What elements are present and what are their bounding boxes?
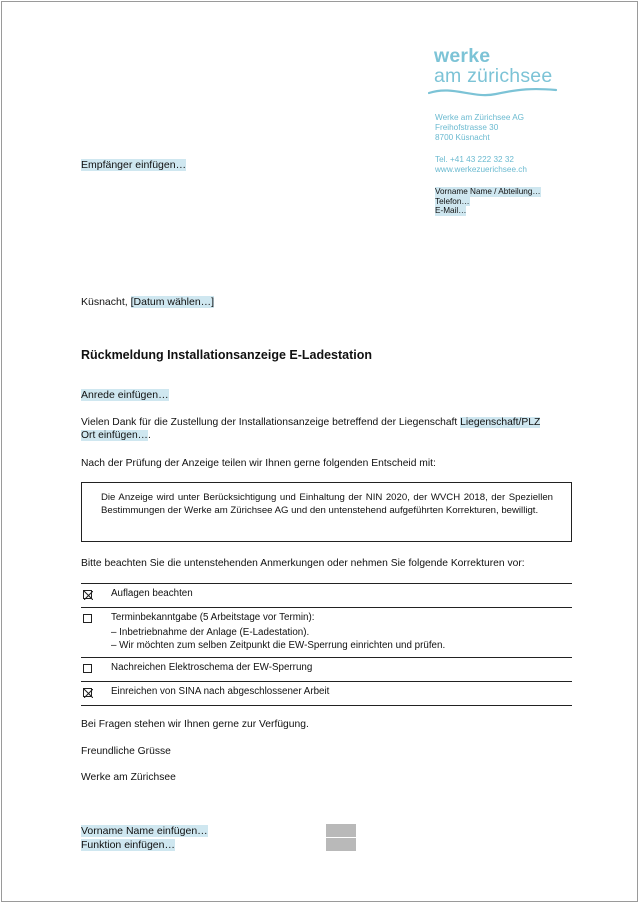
closing-questions: Bei Fragen stehen wir Ihnen gerne zur Verfügung. [81,719,309,730]
item-2-label: Terminbekanntgabe (5 Arbeitstage vor Termin): [111,612,315,623]
logo-line-1: werke [434,45,491,67]
sender-contact [435,155,527,175]
logo-line-2: am zürichsee [434,65,553,87]
sender-company: Werke am Zürichsee AG [435,113,525,122]
item-2-sub-1: – Inbetriebnahme der Anlage (E-Ladestation). [111,627,310,638]
decision-intro: Nach der Prüfung der Anzeige teilen wir Ihnen gerne folgenden Entscheid mit: [81,458,436,469]
signature-name-field[interactable]: Vorname Name einfügen… [81,825,208,837]
sender-web: www.werkezuerichsee.ch [435,165,527,174]
contact-name-field[interactable]: Vorname Name / Abteilung… [435,187,541,196]
logo-wave-icon [428,84,558,100]
sender-city: 8700 Küsnacht [435,133,490,142]
notes-intro: Bitte beachten Sie die untenstehenden Anmerkungen oder nehmen Sie folgende Korrekturen vor: [81,558,525,569]
item-3-checkbox[interactable] [83,664,92,673]
property-field-line1[interactable]: Liegenschaft/PLZ [460,417,541,428]
letter-subject: Rückmeldung Installationsanzeige E-Ladestation [81,348,373,362]
recipient-block [81,159,186,171]
signature-image-placeholder[interactable] [326,838,356,851]
closing-greeting: Freundliche Grüsse [81,746,171,757]
date-picker-field[interactable]: [Datum wählen…] [130,296,215,308]
item-1-label: Auflagen beachten [111,588,193,599]
salutation-field[interactable]: Anrede einfügen… [81,389,169,401]
item-3-label: Nachreichen Elektroschema der EW-Sperrung [111,662,313,673]
date-line [81,296,214,308]
checklist-divider [81,607,572,608]
checklist-divider [81,583,572,584]
signature-function-field[interactable]: Funktion einfügen… [81,839,175,851]
signature-image-placeholder[interactable] [326,824,356,837]
decision-box: Die Anzeige wird unter Berücksichtigung und Einhaltung der NIN 2020, der WVCH 2018, der Speziellen Bestimmungen der Werke am Zürichsee AG und den untenstehend aufgeführten Korrekturen, bewilligt. [81,482,572,542]
checkbox-checked-icon [84,591,93,600]
intro-paragraph [81,416,573,442]
intro-end: . [147,430,151,441]
page [1,1,638,902]
checklist-divider [81,681,572,682]
recipient-field[interactable]: Empfänger einfügen… [81,159,187,171]
item-2-checkbox[interactable] [83,614,92,623]
sender-street: Freihofstrasse 30 [435,123,499,132]
item-1-checkbox[interactable] [83,590,92,599]
item-2-sub-2: – Wir möchten zum selben Zeitpunkt die EW-Sperrung einrichten und prüfen. [111,640,446,651]
closing-company: Werke am Zürichsee [81,772,176,783]
salutation-line [81,389,169,401]
checklist-divider [81,657,572,658]
signature-block [81,824,208,852]
intro-text: Vielen Dank für die Zustellung der Installationsanzeige betreffend der Liegenschaft [81,417,461,428]
contact-block [435,187,541,216]
sender-address [435,113,524,143]
contact-phone-field[interactable]: Telefon… [435,196,470,206]
contact-email-field[interactable]: E-Mail… [435,206,467,215]
checklist-divider [81,705,572,706]
sender-phone: Tel. +41 43 222 32 32 [435,155,514,164]
company-logo [434,46,552,86]
item-4-label: Einreichen von SINA nach abgeschlossener Arbeit [111,686,330,697]
property-field-line2[interactable]: Ort einfügen… [81,430,148,441]
checkbox-checked-icon [84,689,93,698]
date-place: Küsnacht, [81,296,131,308]
item-4-checkbox[interactable] [83,688,92,697]
